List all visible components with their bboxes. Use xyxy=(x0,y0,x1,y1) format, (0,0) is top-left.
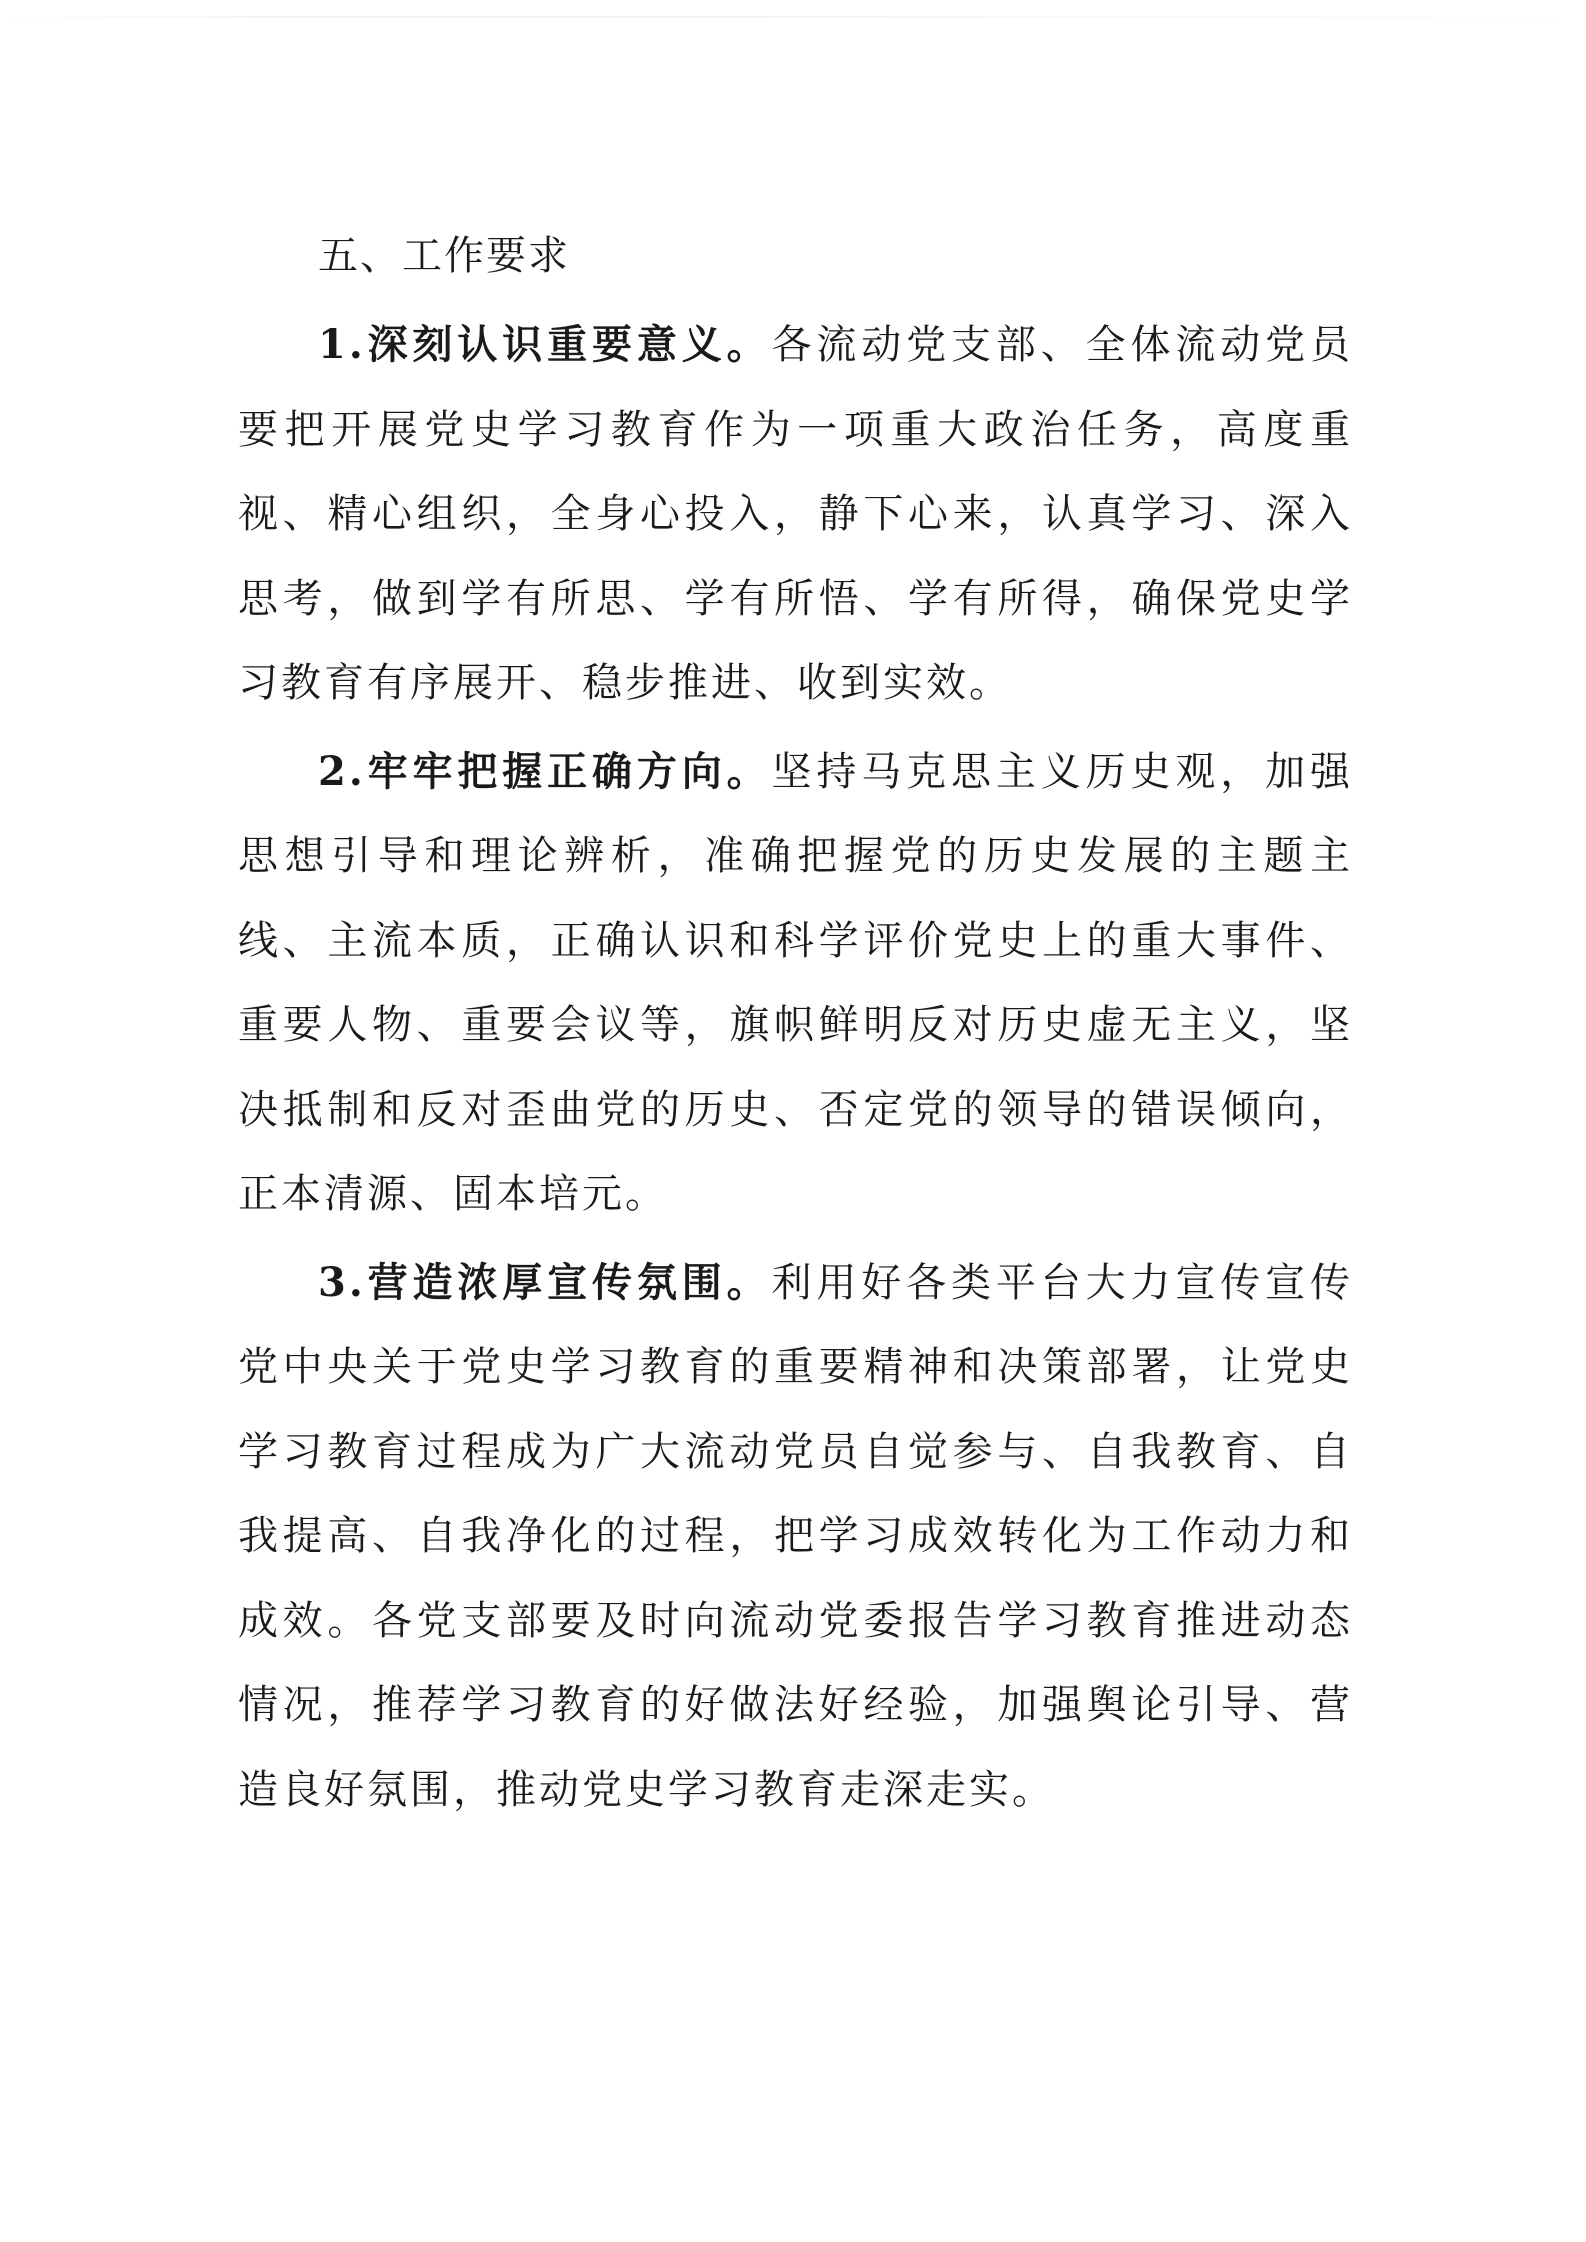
requirement-title-3: 3.营造浓厚宣传氛围。 xyxy=(318,1258,772,1306)
section-heading: 五、工作要求 xyxy=(318,233,570,279)
requirement-body-3: 利用好各类平台大力宣传宣传党中央关于党史学习教育的重要精神和决策部署，让党史学习教育过程成为广大流动党员自觉参与、自我教育、自我提高、自我净化的过程，把学习成效转化为工作动力和成效。各党支部要及时向流动党委报告学习教育推进动态情况，推荐学习教育的好做法好经验，加强舆论引导、营造良好氛围，推动党史学习教育走深走实。 xyxy=(238,1259,1354,1813)
requirement-body-2: 坚持马克思主义历史观，加强思想引导和理论辨析，准确把握党的历史发展的主题主线、主流本质，正确认识和科学评价党史上的重大事件、重要人物、重要会议等，旗帜鲜明反对历史虚无主义，坚决抵制和反对歪曲党的历史、否定党的领导的错误倾向，正本清源、固本培元。 xyxy=(238,748,1354,1217)
scan-edge-line xyxy=(0,16,1586,18)
requirement-body-1: 各流动党支部、全体流动党员要把开展党史学习教育作为一项重大政治任务，高度重视、精心组织，全身心投入，静下心来，认真学习、深入思考，做到学有所思、学有所悟、学有所得，确保党史学习教育有序展开、稳步推进、收到实效。 xyxy=(238,322,1354,706)
requirement-paragraph-1 xyxy=(238,303,1353,726)
requirement-paragraph-2 xyxy=(238,730,1353,1237)
document-body xyxy=(238,232,1353,1832)
requirement-paragraph-3 xyxy=(238,1241,1353,1833)
requirement-title-1: 1.深刻认识重要意义。 xyxy=(318,321,772,368)
requirement-title-2: 2.牢牢把握正确方向。 xyxy=(318,747,772,795)
